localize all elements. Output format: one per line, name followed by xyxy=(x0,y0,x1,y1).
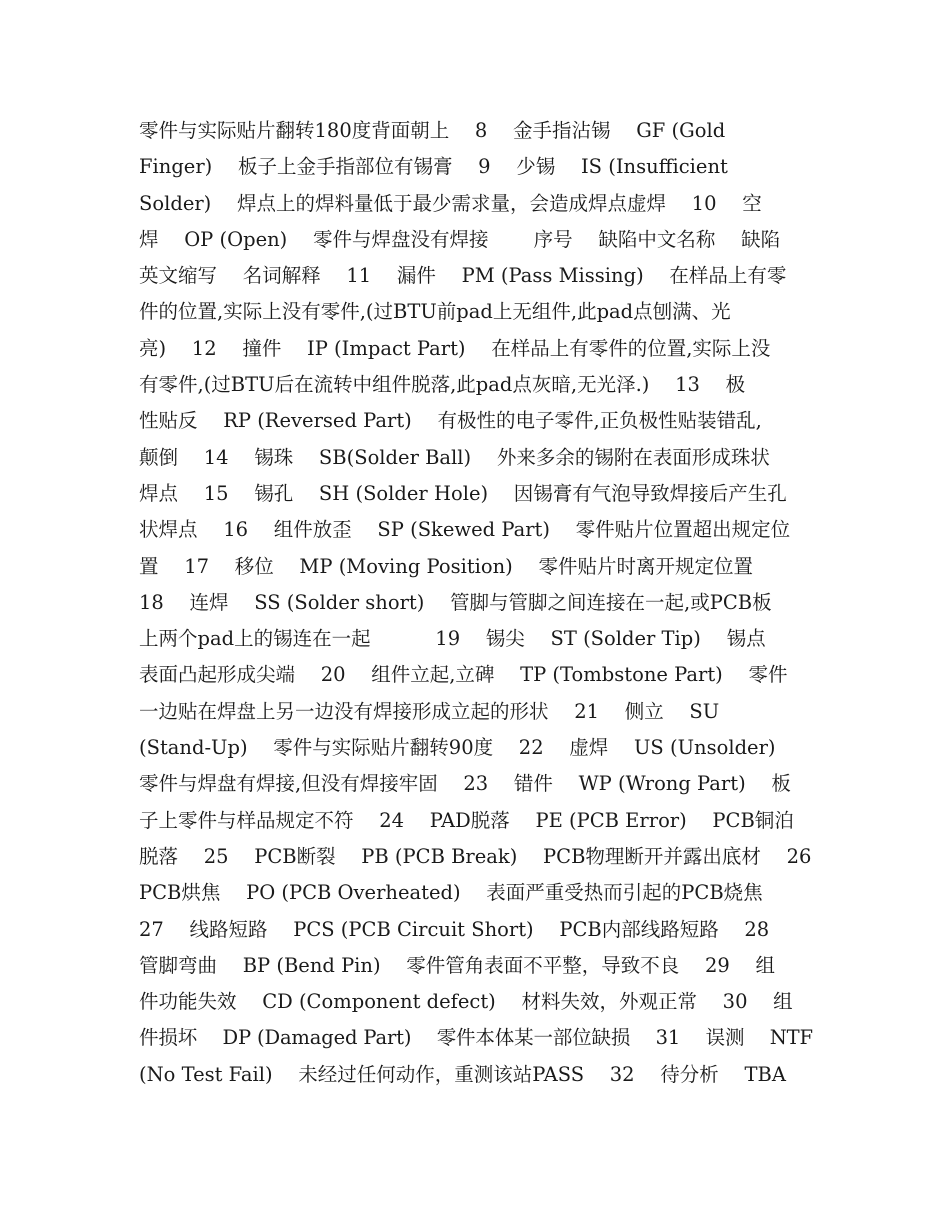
text-line: 亮) 12 撞件 IP (Impact Part) 在样品上有零件的位置,实际上没 xyxy=(139,336,771,360)
text-line: 脱落 25 PCB断裂 PB (PCB Break) PCB物理断开并露出底材 26 xyxy=(139,844,812,868)
text-line: 管脚弯曲 BP (Bend Pin) 零件管角表面不平整，导致不良 29 组 xyxy=(139,953,775,977)
text-line: 焊 OP (Open) 零件与焊盘没有焊接 序号 缺陷中文名称 缺陷 xyxy=(139,227,781,251)
text-line: Solder) 焊点上的焊料量低于最少需求量，会造成焊点虚焊 10 空 xyxy=(139,191,762,215)
text-line: PCB烘焦 PO (PCB Overheated) 表面严重受热而引起的PCB烧焦 xyxy=(139,881,763,905)
text-line: 件损坏 DP (Damaged Part) 零件本体某一部位缺损 31 误测 NTF xyxy=(139,1026,813,1050)
text-line: 颠倒 14 锡珠 SB(Solder Ball) 外来多余的锡附在表面形成珠状 xyxy=(139,445,770,469)
text-line: 零件与焊盘有焊接,但没有焊接牢固 23 错件 WP (Wrong Part) 板 xyxy=(139,772,791,796)
body-text xyxy=(139,113,813,1093)
text-line: 27 线路短路 PCS (PCB Circuit Short) PCB内部线路短路 28 xyxy=(139,917,770,941)
text-line: 子上零件与样品规定不符 24 PAD脱落 PE (PCB Error) PCB铜泊 xyxy=(139,808,794,832)
text-line: (Stand-Up) 零件与实际贴片翻转90度 22 虚焊 US (Unsolder) xyxy=(139,736,776,760)
text-line: (No Test Fail) 未经过任何动作，重测该站PASS 32 待分析 TBA xyxy=(139,1062,786,1086)
text-line: 置 17 移位 MP (Moving Position) 零件贴片时离开规定位置 xyxy=(139,554,753,578)
text-line: 焊点 15 锡孔 SH (Solder Hole) 因锡膏有气泡导致焊接后产生孔 xyxy=(139,481,787,505)
text-line: 零件与实际贴片翻转180度背面朝上 8 金手指沾锡 GF (Gold xyxy=(139,119,726,142)
text-line: Finger) 板子上金手指部位有锡膏 9 少锡 IS (Insufficient xyxy=(139,155,728,179)
text-line: 件功能失效 CD (Component defect) 材料失效，外观正常 30 组 xyxy=(139,990,793,1014)
text-line: 性贴反 RP (Reversed Part) 有极性的电子零件,正负极性贴装错乱, xyxy=(139,409,762,433)
text-line: 件的位置,实际上没有零件,(过BTU前pad上无组件,此pad点刨满、光 xyxy=(139,300,731,324)
text-line: 有零件,(过BTU后在流转中组件脱落,此pad点灰暗,无光泽.) 13 极 xyxy=(139,373,746,397)
text-line: 状焊点 16 组件放歪 SP (Skewed Part) 零件贴片位置超出规定位 xyxy=(139,518,791,542)
text-line: 表面凸起形成尖端 20 组件立起,立碑 TP (Tombstone Part) 零件 xyxy=(139,663,788,687)
text-line: 上两个pad上的锡连在一起 19 锡尖 ST (Solder Tip) 锡点 xyxy=(139,627,766,651)
text-line: 英文缩写 名词解释 11 漏件 PM (Pass Missing) 在样品上有零 xyxy=(139,264,787,288)
text-line: 一边贴在焊盘上另一边没有焊接形成立起的形状 21 侧立 SU xyxy=(139,699,720,723)
text-line: 18 连焊 SS (Solder short) 管脚与管脚之间连接在一起,或PCB板 xyxy=(139,590,772,614)
